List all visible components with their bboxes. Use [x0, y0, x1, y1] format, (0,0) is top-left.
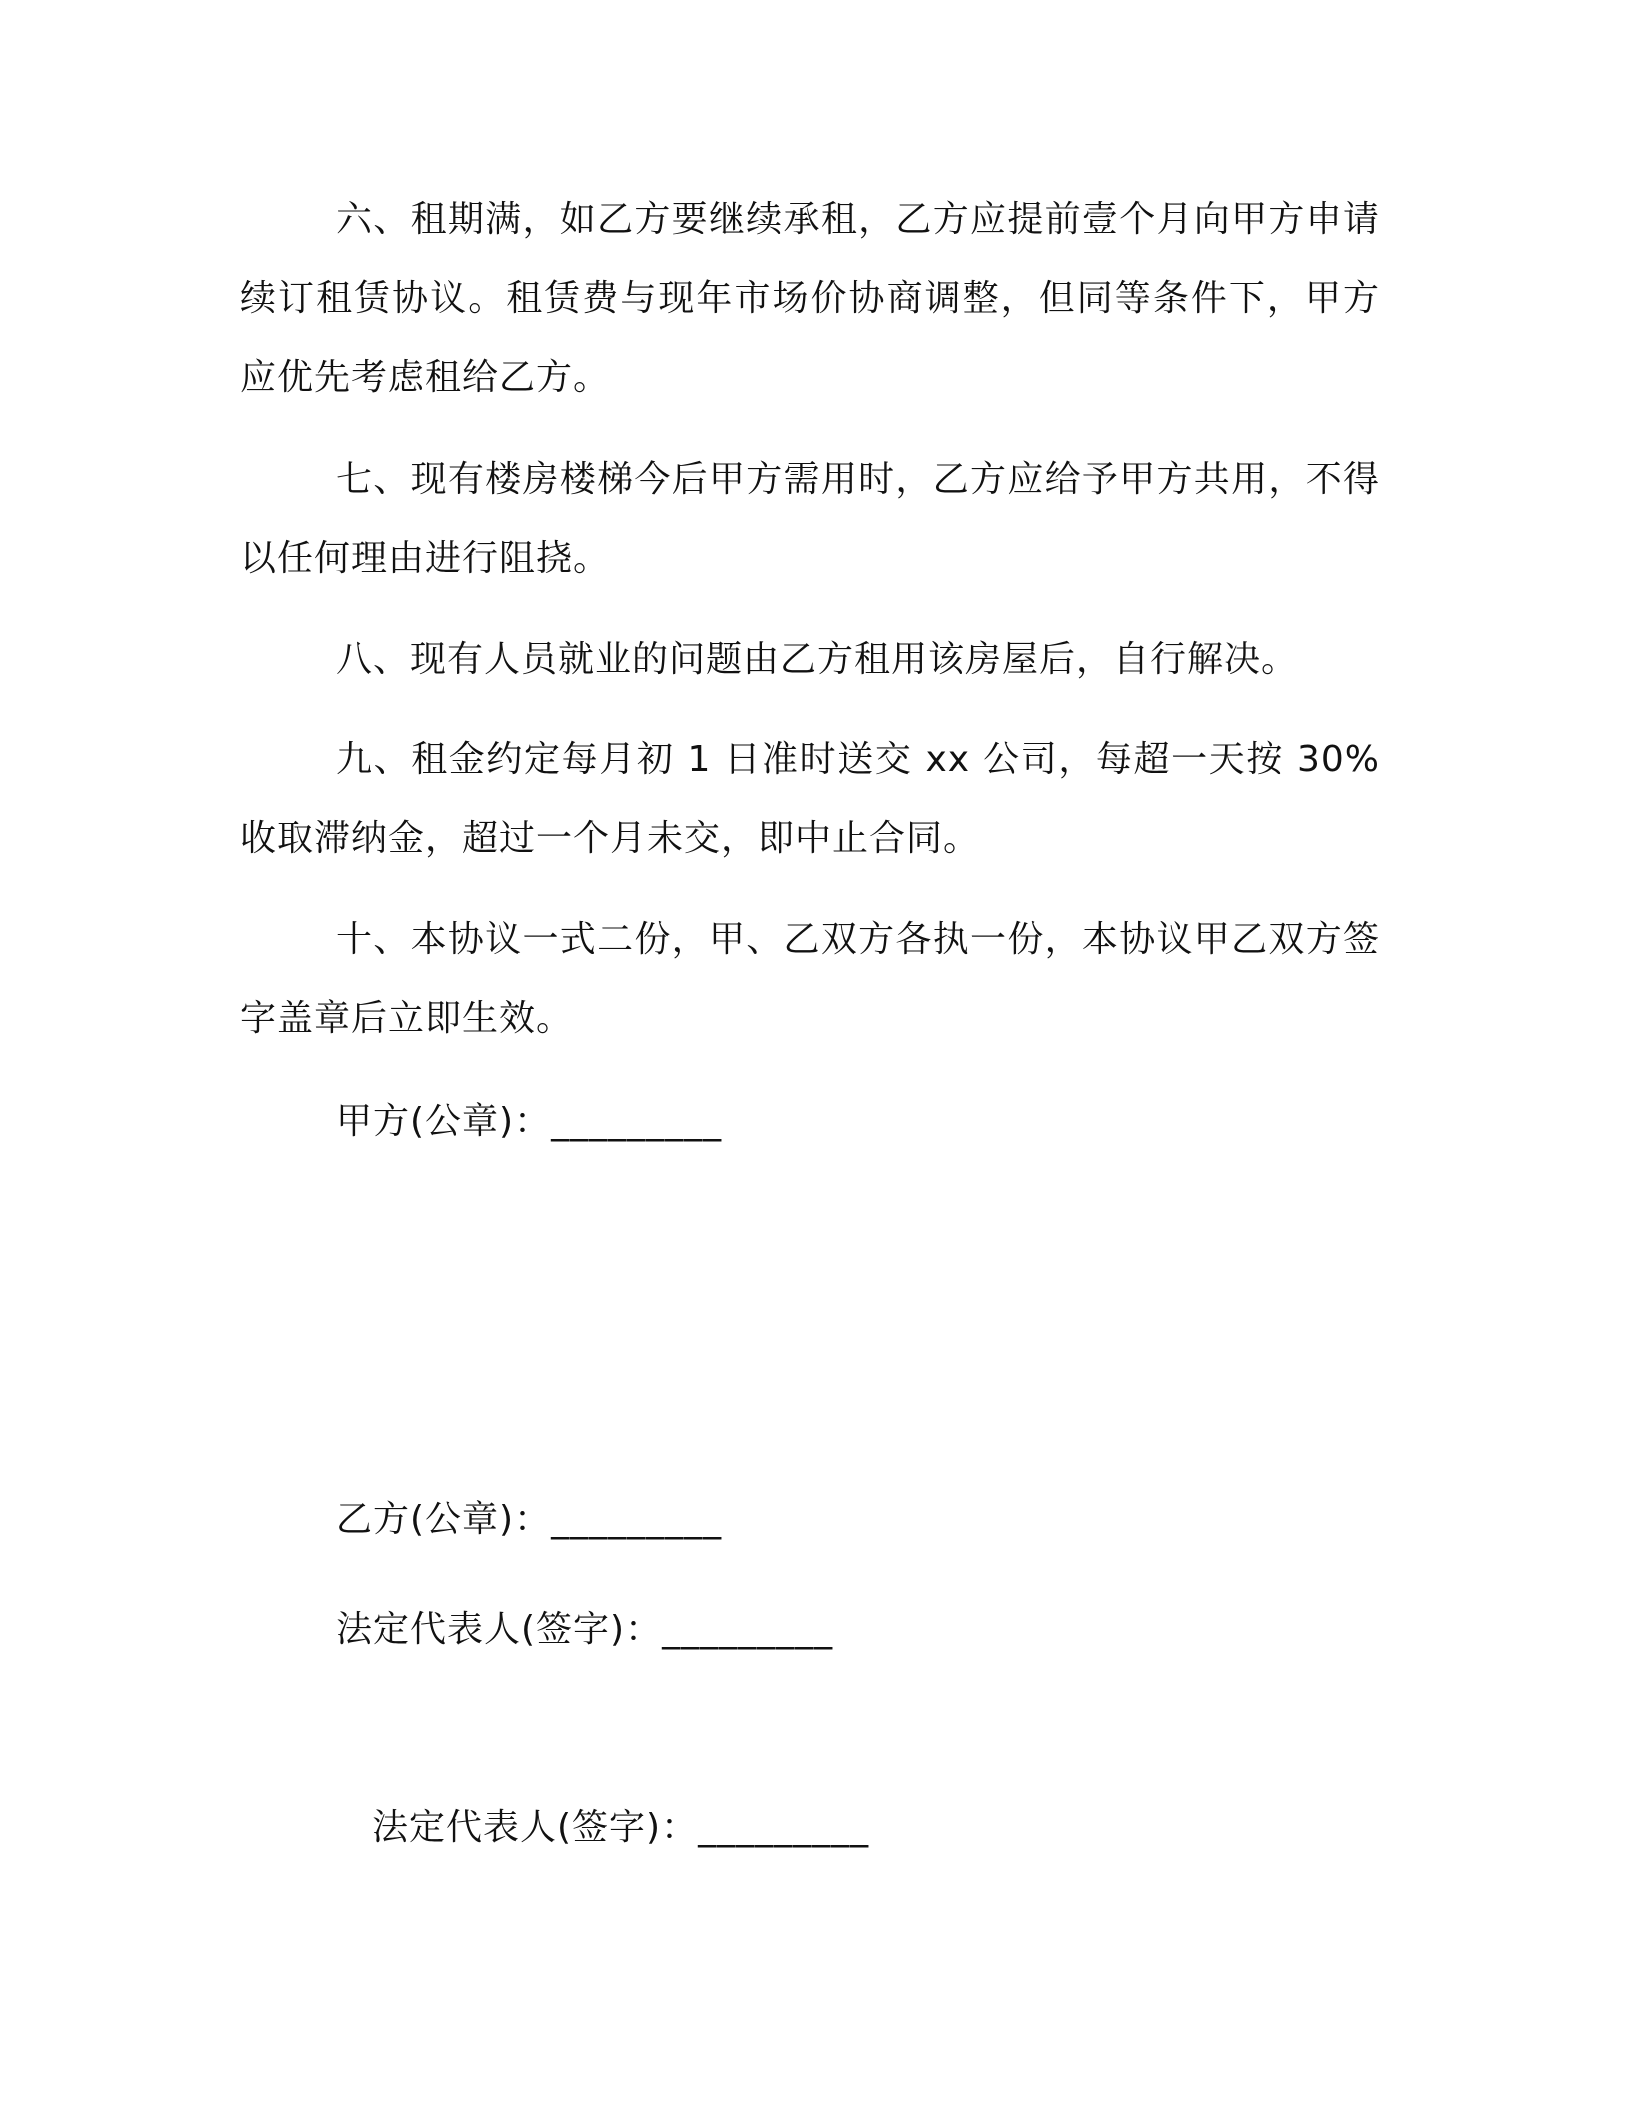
clause-six: 六、租期满，如乙方要继续承租，乙方应提前壹个月向甲方申请续订租赁协议。租赁费与现年市场价协商调整，但同等条件下，甲方应优先考虑租给乙方。	[240, 199, 1380, 398]
legal-representative-signature-line: 法定代表人(签字)：_________	[336, 1609, 834, 1650]
party-b-seal-line: 乙方(公章)：_________	[336, 1499, 723, 1540]
clause-ten: 十、本协议一式二份，甲、乙双方各执一份，本协议甲乙双方签字盖章后立即生效。	[240, 919, 1380, 1039]
clause-nine: 九、租金约定每月初 1 日准时送交 xx 公司，每超一天按 30%收取滞纳金，超过一个月未交，即中止合同。	[240, 739, 1380, 859]
clause-seven: 七、现有楼房楼梯今后甲方需用时，乙方应给予甲方共用，不得以任何理由进行阻挠。	[240, 459, 1380, 579]
legal-representative-signature-line-second: 法定代表人(签字)：_________	[372, 1807, 870, 1848]
party-a-seal-line: 甲方(公章)：_________	[336, 1101, 723, 1142]
clause-eight: 八、现有人员就业的问题由乙方租用该房屋后，自行解决。	[336, 639, 1299, 680]
